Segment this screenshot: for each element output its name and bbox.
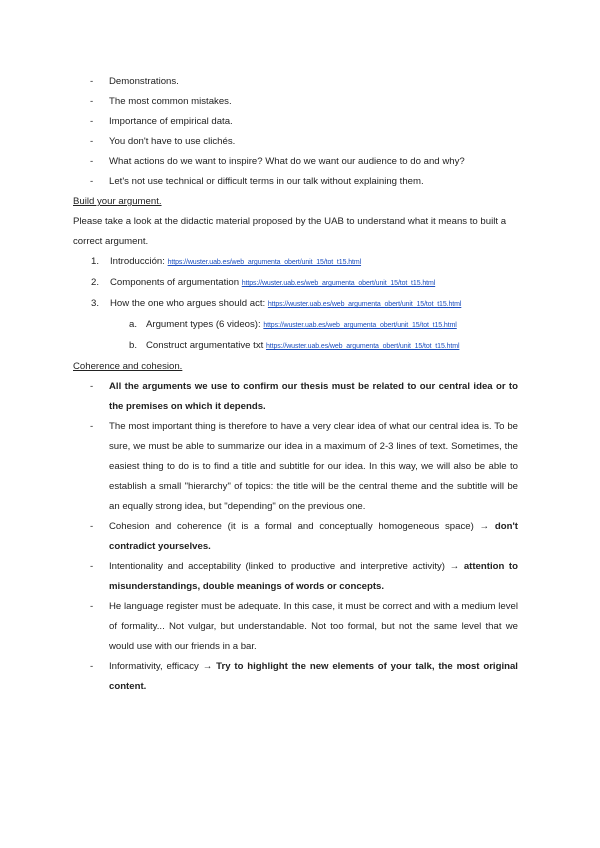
- sub-item-link[interactable]: https://wuster.uab.es/web_argumenta_obert/unit_15/tot_t15.html: [265, 343, 460, 350]
- sub-item-letter: a.: [129, 319, 138, 330]
- list-item-emphasis: Try to highlight the new elements of your talk, the most original content.: [109, 661, 518, 692]
- list-item: [73, 72, 518, 92]
- numbered-item: [73, 273, 518, 294]
- item-number: 1.: [91, 256, 100, 267]
- sub-item-letter: b.: [129, 340, 138, 351]
- list-item-text: Informativity, efficacy →: [109, 661, 213, 672]
- list-item-text: He language register must be adequate. In this case, it must be correct and with a medium level of formality... Not vulgar, but understandable. Not too formal, but not the same level that we would use with our friends in a bar.: [109, 601, 518, 652]
- section-heading-coherence: Coherence and cohesion.: [73, 361, 183, 372]
- sub-item-label: Construct argumentative txt: [146, 340, 264, 351]
- item-label: Components of argumentation: [110, 277, 240, 288]
- dash-marker: -: [90, 381, 94, 392]
- dash-marker: -: [90, 661, 94, 672]
- list-item-text: Demonstrations.: [109, 76, 179, 87]
- list-item-text: Importance of empirical data.: [109, 116, 233, 127]
- list-item-text: All the arguments we use to confirm our thesis must be related to our central idea or to the premises on which it depends.: [109, 381, 518, 412]
- dash-marker: -: [90, 136, 94, 147]
- sub-item-link[interactable]: https://wuster.uab.es/web_argumenta_obert/unit_15/tot_t15.html: [263, 322, 457, 329]
- sub-item: [73, 336, 518, 357]
- list-item: [73, 417, 518, 517]
- sub-item: [73, 315, 518, 336]
- list-item: [73, 377, 518, 417]
- sub-item-label: Argument types (6 videos):: [146, 319, 261, 330]
- item-link[interactable]: https://wuster.uab.es/web_argumenta_obert/unit_15/tot_t15.html: [241, 280, 436, 287]
- list-item-text: Intentionality and acceptability (linked to productive and interpretive activity) →: [109, 561, 460, 572]
- list-item-text: Let's not use technical or difficult terms in our talk without explaining them.: [109, 176, 424, 187]
- dash-marker: -: [90, 176, 94, 187]
- item-number: 2.: [91, 277, 100, 288]
- list-item: [73, 152, 518, 172]
- build-paragraph: Please take a look at the didactic material proposed by the UAB to understand what it means to built a correct argument.: [73, 216, 507, 247]
- dash-marker: -: [90, 521, 94, 532]
- dash-marker: -: [90, 561, 94, 572]
- item-link[interactable]: https://wuster.uab.es/web_argumenta_obert/unit_15/tot_t15.html: [267, 301, 462, 308]
- list-item-text: The most important thing is therefore to have a very clear idea of what our central idea is. To be sure, we must be able to summarize our idea in a maximum of 2-3 lines of text. Sometimes, the easiest thing to do is to find a title and subtitle for our idea. In this way, we will also be able to establish a small "hierarchy" of topics: the title will be the central theme and the subtitle will be an equally strong idea, but "depending" on the previous one.: [109, 421, 518, 512]
- list-item: [73, 172, 518, 192]
- dash-marker: -: [90, 116, 94, 127]
- section-heading-build: Build your argument.: [73, 196, 162, 207]
- dash-marker: -: [90, 601, 94, 612]
- list-item-text: Cohesion and coherence (it is a formal and conceptually homogeneous space) →: [109, 521, 490, 532]
- dash-marker: -: [90, 421, 94, 432]
- dash-marker: -: [90, 156, 94, 167]
- item-link[interactable]: https://wuster.uab.es/web_argumenta_obert/unit_15/tot_t15.html: [167, 259, 362, 266]
- numbered-item: [73, 294, 518, 315]
- list-item: [73, 112, 518, 132]
- dash-marker: -: [90, 76, 94, 87]
- list-item-emphasis: don't contradict yourselves.: [109, 521, 518, 552]
- list-item: [73, 557, 518, 597]
- item-label: Introducción:: [110, 256, 165, 267]
- list-item-emphasis: attention to misunderstandings, double meanings of words or concepts.: [109, 561, 518, 592]
- list-item: [73, 657, 518, 697]
- list-item-text: The most common mistakes.: [109, 96, 232, 107]
- list-item-text: You don't have to use clichés.: [109, 136, 236, 147]
- item-number: 3.: [91, 298, 100, 309]
- list-item: [73, 517, 518, 557]
- numbered-item: [73, 252, 518, 273]
- list-item-text: What actions do we want to inspire? What do we want our audience to do and why?: [109, 156, 465, 167]
- list-item: [73, 92, 518, 112]
- list-item: [73, 132, 518, 152]
- item-label: How the one who argues should act:: [110, 298, 266, 309]
- dash-marker: -: [90, 96, 94, 107]
- list-item: [73, 597, 518, 657]
